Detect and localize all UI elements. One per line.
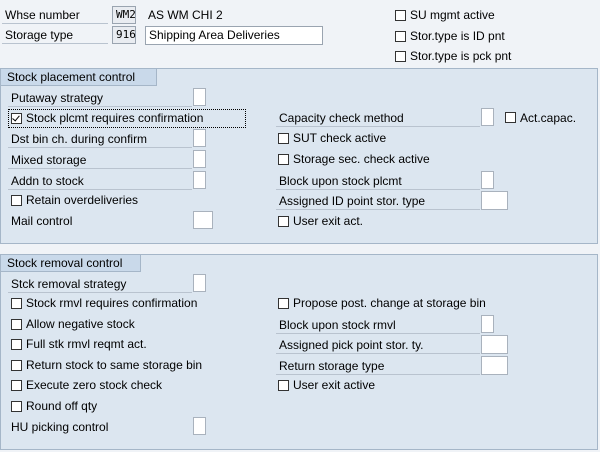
storage-type-description: Shipping Area Deliveries bbox=[145, 26, 323, 45]
whse-number-field[interactable]: WM2 bbox=[112, 6, 136, 24]
stor-type-pck-pnt-checkbox[interactable] bbox=[395, 51, 406, 62]
stock-rmvl-confirmation-checkbox[interactable] bbox=[11, 298, 22, 309]
hu-picking-control-label: HU picking control bbox=[11, 420, 109, 434]
allow-negative-stock-checkbox[interactable] bbox=[11, 319, 22, 330]
assigned-id-point-label: Assigned ID point stor. type bbox=[276, 192, 480, 210]
full-stk-rmvl-label: Full stk rmvl reqmt act. bbox=[26, 337, 147, 351]
stock-removal-title: Stock removal control bbox=[1, 255, 141, 272]
whse-number-label: Whse number bbox=[2, 6, 108, 24]
block-upon-stock-plcmt-label: Block upon stock plcmt bbox=[276, 172, 480, 190]
retain-overdeliveries-label: Retain overdeliveries bbox=[26, 193, 139, 207]
dst-bin-ch-label: Dst bin ch. during confirm bbox=[8, 130, 192, 148]
execute-zero-stock-check-label: Execute zero stock check bbox=[26, 378, 163, 392]
mail-control-label: Mail control bbox=[11, 214, 73, 228]
user-exit-active-label: User exit active bbox=[293, 378, 376, 392]
retain-overdeliveries-checkbox[interactable] bbox=[11, 195, 22, 206]
assigned-id-point-input[interactable] bbox=[481, 191, 508, 210]
return-stock-same-bin-checkbox[interactable] bbox=[11, 360, 22, 371]
return-stock-same-bin-label: Return stock to same storage bin bbox=[26, 358, 203, 372]
round-off-qty-label: Round off qty bbox=[26, 399, 98, 413]
storage-type-label: Storage type bbox=[2, 26, 108, 44]
full-stk-rmvl-checkbox[interactable] bbox=[11, 339, 22, 350]
mixed-storage-label: Mixed storage bbox=[8, 151, 192, 169]
dst-bin-ch-input[interactable] bbox=[193, 129, 206, 147]
capacity-check-method-label: Capacity check method bbox=[276, 109, 480, 127]
act-capac-label: Act.capac. bbox=[520, 111, 577, 125]
stock-placement-title: Stock placement control bbox=[1, 69, 157, 86]
storage-sec-check-label: Storage sec. check active bbox=[293, 152, 430, 166]
hu-picking-control-input[interactable] bbox=[193, 417, 206, 435]
assigned-pick-point-label: Assigned pick point stor. ty. bbox=[276, 336, 480, 354]
stock-plcmt-confirmation-checkbox[interactable] bbox=[11, 113, 22, 124]
storage-type-field[interactable]: 916 bbox=[112, 26, 136, 44]
block-upon-stock-rmvl-input[interactable] bbox=[481, 315, 494, 333]
putaway-strategy-input[interactable] bbox=[193, 88, 206, 106]
return-storage-type-input[interactable] bbox=[481, 356, 508, 375]
propose-post-change-label: Propose post. change at storage bin bbox=[293, 296, 486, 310]
addn-to-stock-input[interactable] bbox=[193, 171, 206, 189]
user-exit-act-label: User exit act. bbox=[293, 214, 364, 228]
stor-type-id-pnt-checkbox[interactable] bbox=[395, 31, 406, 42]
stck-removal-strategy-label: Stck removal strategy bbox=[8, 275, 192, 293]
addn-to-stock-label: Addn to stock bbox=[8, 172, 192, 190]
capacity-check-method-input[interactable] bbox=[481, 108, 494, 126]
whse-number-description: AS WM CHI 2 bbox=[148, 8, 223, 22]
stck-removal-strategy-input[interactable] bbox=[193, 274, 206, 292]
round-off-qty-checkbox[interactable] bbox=[11, 401, 22, 412]
act-capac-checkbox[interactable] bbox=[505, 112, 516, 123]
stor-type-pck-pnt-label: Stor.type is pck pnt bbox=[410, 49, 512, 63]
mixed-storage-input[interactable] bbox=[193, 150, 206, 168]
allow-negative-stock-label: Allow negative stock bbox=[26, 317, 135, 331]
stock-plcmt-confirmation-label: Stock plcmt requires confirmation bbox=[26, 111, 204, 125]
assigned-pick-point-input[interactable] bbox=[481, 335, 508, 354]
block-upon-stock-rmvl-label: Block upon stock rmvl bbox=[276, 316, 480, 334]
return-storage-type-label: Return storage type bbox=[276, 357, 480, 375]
block-upon-stock-plcmt-input[interactable] bbox=[481, 171, 494, 189]
stock-rmvl-confirmation-label: Stock rmvl requires confirmation bbox=[26, 296, 198, 310]
su-mgmt-active-label: SU mgmt active bbox=[410, 8, 495, 22]
mail-control-input[interactable] bbox=[193, 211, 213, 229]
user-exit-act-checkbox[interactable] bbox=[278, 216, 289, 227]
stor-type-id-pnt-label: Stor.type is ID pnt bbox=[410, 29, 505, 43]
sut-check-active-label: SUT check active bbox=[293, 131, 387, 145]
sut-check-active-checkbox[interactable] bbox=[278, 133, 289, 144]
storage-sec-check-checkbox[interactable] bbox=[278, 154, 289, 165]
user-exit-active-checkbox[interactable] bbox=[278, 380, 289, 391]
putaway-strategy-label: Putaway strategy bbox=[8, 89, 192, 107]
propose-post-change-checkbox[interactable] bbox=[278, 298, 289, 309]
execute-zero-stock-check-checkbox[interactable] bbox=[11, 380, 22, 391]
su-mgmt-active-checkbox[interactable] bbox=[395, 10, 406, 21]
